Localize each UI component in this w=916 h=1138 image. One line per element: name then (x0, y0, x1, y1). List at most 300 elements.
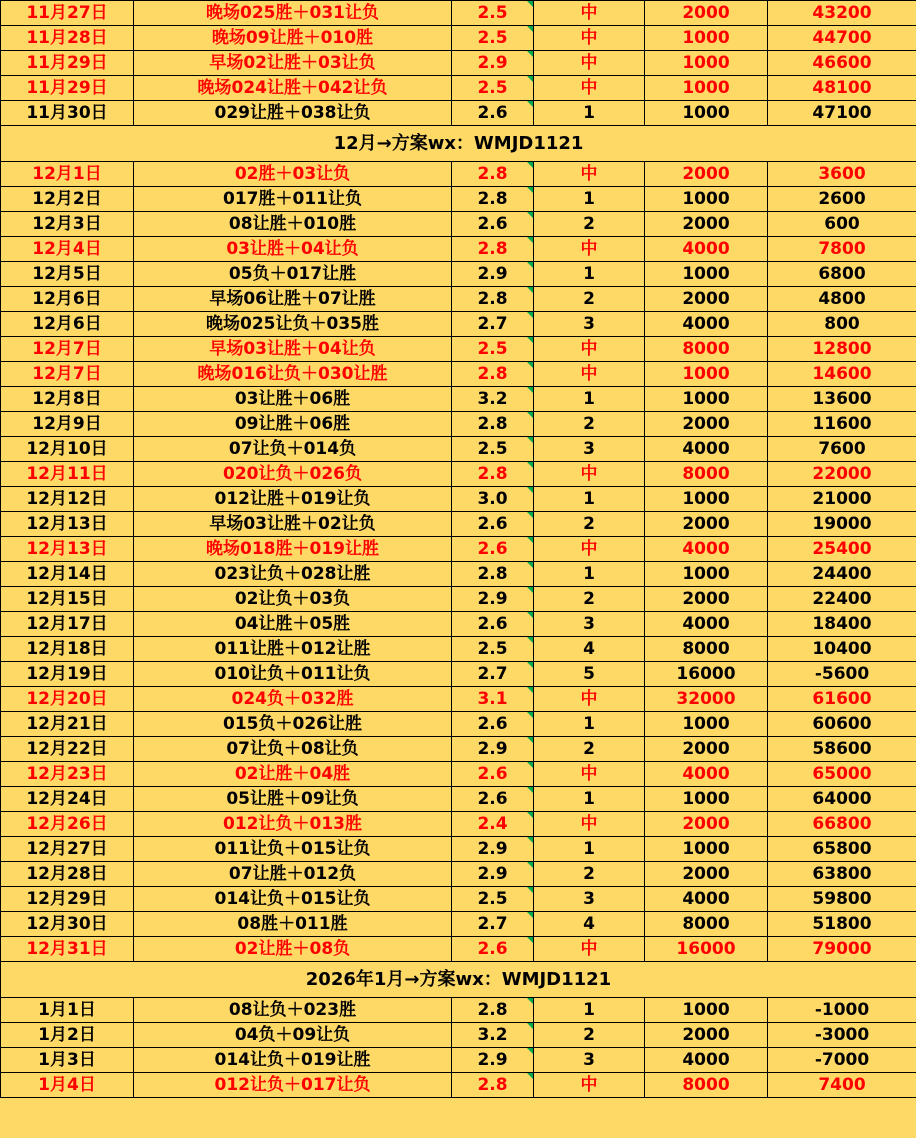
table-row (1, 762, 916, 787)
plan-cell: 早场03让胜＋02让负 (134, 512, 452, 537)
plan-cell: 08让胜＋010胜 (134, 212, 452, 237)
odds-value: 2.6 (477, 539, 508, 559)
odds-value: 2.5 (477, 439, 508, 459)
stake-cell: 1000 (645, 998, 768, 1023)
table-row (1, 26, 916, 51)
odds-cell (452, 737, 534, 762)
result-cell: 中 (534, 937, 645, 962)
odds-cell (452, 1, 534, 26)
date-cell: 11月27日 (1, 1, 134, 26)
cell-comment-marker-icon (527, 1, 533, 7)
odds-cell (452, 837, 534, 862)
stake-cell: 4000 (645, 887, 768, 912)
odds-cell (452, 312, 534, 337)
balance-cell: 10400 (768, 637, 916, 662)
cell-comment-marker-icon (527, 937, 533, 943)
table-row (1, 462, 916, 487)
plan-cell: 012让负＋017让负 (134, 1073, 452, 1098)
odds-value: 2.8 (477, 464, 508, 484)
plan-cell: 02胜＋03让负 (134, 162, 452, 187)
result-cell: 中 (534, 1, 645, 26)
table-row (1, 337, 916, 362)
date-cell: 12月18日 (1, 637, 134, 662)
odds-cell (452, 912, 534, 937)
table-row (1, 812, 916, 837)
plan-cell: 08让负＋023胜 (134, 998, 452, 1023)
cell-comment-marker-icon (527, 1073, 533, 1079)
cell-comment-marker-icon (527, 26, 533, 32)
table-row (1, 1048, 916, 1073)
odds-cell (452, 76, 534, 101)
table-row (1, 562, 916, 587)
odds-value: 2.8 (477, 189, 508, 209)
date-cell: 12月28日 (1, 862, 134, 887)
cell-comment-marker-icon (527, 612, 533, 618)
odds-cell (452, 337, 534, 362)
odds-value: 2.9 (477, 839, 508, 859)
result-cell: 5 (534, 662, 645, 687)
plan-cell: 早场03让胜＋04让负 (134, 337, 452, 362)
section-header-row (1, 126, 916, 162)
stake-cell: 2000 (645, 287, 768, 312)
table-row (1, 1, 916, 26)
odds-cell (452, 1073, 534, 1098)
balance-cell: -5600 (768, 662, 916, 687)
result-cell: 1 (534, 487, 645, 512)
table-row (1, 237, 916, 262)
plan-cell: 04负＋09让负 (134, 1023, 452, 1048)
odds-cell (452, 387, 534, 412)
odds-value: 3.1 (477, 689, 508, 709)
table-row (1, 998, 916, 1023)
date-cell: 12月31日 (1, 937, 134, 962)
cell-comment-marker-icon (527, 537, 533, 543)
result-cell: 1 (534, 712, 645, 737)
stake-cell: 1000 (645, 787, 768, 812)
result-cell: 2 (534, 412, 645, 437)
plan-cell: 晚场018胜＋019让胜 (134, 537, 452, 562)
cell-comment-marker-icon (527, 312, 533, 318)
result-cell: 3 (534, 612, 645, 637)
odds-cell (452, 51, 534, 76)
plan-cell: 02让负＋03负 (134, 587, 452, 612)
stake-cell: 1000 (645, 387, 768, 412)
odds-cell (452, 687, 534, 712)
stake-cell: 1000 (645, 101, 768, 126)
plan-cell: 011让胜＋012让胜 (134, 637, 452, 662)
result-cell: 1 (534, 562, 645, 587)
table-row (1, 637, 916, 662)
table-row (1, 76, 916, 101)
date-cell: 12月17日 (1, 612, 134, 637)
plan-cell: 09让胜＋06胜 (134, 412, 452, 437)
balance-cell: 6800 (768, 262, 916, 287)
stake-cell: 4000 (645, 312, 768, 337)
stake-cell: 1000 (645, 487, 768, 512)
odds-value: 2.9 (477, 739, 508, 759)
balance-cell: 61600 (768, 687, 916, 712)
cell-comment-marker-icon (527, 512, 533, 518)
stake-cell: 1000 (645, 262, 768, 287)
plan-cell: 012让胜＋019让负 (134, 487, 452, 512)
table-row (1, 51, 916, 76)
table-row (1, 387, 916, 412)
table-row (1, 187, 916, 212)
result-cell: 1 (534, 837, 645, 862)
cell-comment-marker-icon (527, 587, 533, 593)
date-cell: 12月5日 (1, 262, 134, 287)
odds-cell (452, 162, 534, 187)
stake-cell: 1000 (645, 76, 768, 101)
odds-cell (452, 412, 534, 437)
plan-cell: 晚场025胜＋031让负 (134, 1, 452, 26)
balance-cell: 18400 (768, 612, 916, 637)
result-cell: 中 (534, 687, 645, 712)
plan-cell: 02让胜＋08负 (134, 937, 452, 962)
date-cell: 12月6日 (1, 287, 134, 312)
odds-value: 2.7 (477, 914, 508, 934)
plan-cell: 晚场016让负＋030让胜 (134, 362, 452, 387)
stake-cell: 4000 (645, 237, 768, 262)
odds-value: 2.5 (477, 639, 508, 659)
table-row (1, 101, 916, 126)
stake-cell: 4000 (645, 537, 768, 562)
balance-cell: 58600 (768, 737, 916, 762)
balance-cell: 44700 (768, 26, 916, 51)
result-cell: 中 (534, 1073, 645, 1098)
odds-value: 2.6 (477, 514, 508, 534)
cell-comment-marker-icon (527, 287, 533, 293)
result-cell: 1 (534, 787, 645, 812)
cell-comment-marker-icon (527, 1023, 533, 1029)
balance-cell: 12800 (768, 337, 916, 362)
table-row (1, 937, 916, 962)
result-cell: 2 (534, 737, 645, 762)
plan-cell: 05让胜＋09让负 (134, 787, 452, 812)
cell-comment-marker-icon (527, 887, 533, 893)
date-cell: 12月4日 (1, 237, 134, 262)
odds-value: 2.5 (477, 28, 508, 48)
table-row (1, 437, 916, 462)
odds-cell (452, 537, 534, 562)
stake-cell: 1000 (645, 51, 768, 76)
table-row (1, 487, 916, 512)
result-cell: 中 (534, 762, 645, 787)
odds-cell (452, 362, 534, 387)
balance-cell: 800 (768, 312, 916, 337)
date-cell: 12月7日 (1, 337, 134, 362)
plan-cell: 07让负＋08让负 (134, 737, 452, 762)
table-row (1, 662, 916, 687)
cell-comment-marker-icon (527, 912, 533, 918)
date-cell: 12月21日 (1, 712, 134, 737)
cell-comment-marker-icon (527, 687, 533, 693)
date-cell: 12月11日 (1, 462, 134, 487)
cell-comment-marker-icon (527, 337, 533, 343)
balance-cell: 22400 (768, 587, 916, 612)
section-title: 2026年1月→方案wx：WMJD1121 (1, 962, 916, 998)
table-row (1, 587, 916, 612)
balance-cell: 47100 (768, 101, 916, 126)
cell-comment-marker-icon (527, 712, 533, 718)
table-row (1, 687, 916, 712)
odds-value: 2.9 (477, 264, 508, 284)
table-row (1, 837, 916, 862)
cell-comment-marker-icon (527, 362, 533, 368)
result-cell: 中 (534, 462, 645, 487)
odds-value: 2.6 (477, 714, 508, 734)
balance-cell: 7400 (768, 1073, 916, 1098)
date-cell: 12月14日 (1, 562, 134, 587)
balance-cell: 13600 (768, 387, 916, 412)
odds-cell (452, 1023, 534, 1048)
cell-comment-marker-icon (527, 101, 533, 107)
plan-cell: 07让胜＋012负 (134, 862, 452, 887)
balance-cell: 22000 (768, 462, 916, 487)
table-row (1, 412, 916, 437)
result-cell: 2 (534, 212, 645, 237)
balance-cell: 65800 (768, 837, 916, 862)
result-cell: 3 (534, 312, 645, 337)
stake-cell: 2000 (645, 812, 768, 837)
cell-comment-marker-icon (527, 737, 533, 743)
date-cell: 12月19日 (1, 662, 134, 687)
odds-value: 2.8 (477, 164, 508, 184)
odds-cell (452, 937, 534, 962)
plan-cell: 014让负＋015让负 (134, 887, 452, 912)
result-cell: 中 (534, 237, 645, 262)
balance-cell: 7600 (768, 437, 916, 462)
cell-comment-marker-icon (527, 487, 533, 493)
balance-cell: 79000 (768, 937, 916, 962)
date-cell: 12月2日 (1, 187, 134, 212)
date-cell: 12月9日 (1, 412, 134, 437)
cell-comment-marker-icon (527, 998, 533, 1004)
stake-cell: 2000 (645, 587, 768, 612)
cell-comment-marker-icon (527, 812, 533, 818)
result-cell: 中 (534, 162, 645, 187)
table-row (1, 512, 916, 537)
odds-cell (452, 512, 534, 537)
plan-cell: 07让负＋014负 (134, 437, 452, 462)
odds-value: 2.7 (477, 664, 508, 684)
plan-cell: 03让胜＋06胜 (134, 387, 452, 412)
cell-comment-marker-icon (527, 637, 533, 643)
stake-cell: 1000 (645, 362, 768, 387)
stake-cell: 1000 (645, 26, 768, 51)
stake-cell: 2000 (645, 862, 768, 887)
balance-cell: 66800 (768, 812, 916, 837)
odds-cell (452, 587, 534, 612)
stake-cell: 2000 (645, 162, 768, 187)
odds-cell (452, 26, 534, 51)
stake-cell: 8000 (645, 462, 768, 487)
cell-comment-marker-icon (527, 837, 533, 843)
table-row (1, 1073, 916, 1098)
odds-value: 2.5 (477, 3, 508, 23)
date-cell: 1月3日 (1, 1048, 134, 1073)
balance-cell: -7000 (768, 1048, 916, 1073)
odds-value: 2.8 (477, 1000, 508, 1020)
balance-cell: 59800 (768, 887, 916, 912)
plan-cell: 04让胜＋05胜 (134, 612, 452, 637)
result-cell: 2 (534, 862, 645, 887)
plan-cell: 08胜＋011胜 (134, 912, 452, 937)
cell-comment-marker-icon (527, 762, 533, 768)
plan-cell: 015负＋026让胜 (134, 712, 452, 737)
odds-cell (452, 437, 534, 462)
result-cell: 2 (534, 1023, 645, 1048)
odds-cell (452, 887, 534, 912)
plan-cell: 024负＋032胜 (134, 687, 452, 712)
stake-cell: 2000 (645, 1023, 768, 1048)
result-cell: 1 (534, 187, 645, 212)
cell-comment-marker-icon (527, 162, 533, 168)
stake-cell: 1000 (645, 837, 768, 862)
result-cell: 1 (534, 262, 645, 287)
balance-cell: 600 (768, 212, 916, 237)
balance-cell: 60600 (768, 712, 916, 737)
odds-value: 2.8 (477, 239, 508, 259)
balance-cell: 43200 (768, 1, 916, 26)
odds-cell (452, 712, 534, 737)
table-row (1, 287, 916, 312)
cell-comment-marker-icon (527, 662, 533, 668)
date-cell: 12月10日 (1, 437, 134, 462)
table-row (1, 787, 916, 812)
balance-cell: 21000 (768, 487, 916, 512)
table-row (1, 712, 916, 737)
date-cell: 12月6日 (1, 312, 134, 337)
result-cell: 中 (534, 362, 645, 387)
date-cell: 12月23日 (1, 762, 134, 787)
odds-cell (452, 812, 534, 837)
cell-comment-marker-icon (527, 76, 533, 82)
odds-value: 2.8 (477, 289, 508, 309)
result-cell: 中 (534, 337, 645, 362)
stake-cell: 1000 (645, 562, 768, 587)
stake-cell: 2000 (645, 212, 768, 237)
stake-cell: 1000 (645, 187, 768, 212)
result-cell: 1 (534, 101, 645, 126)
table-row (1, 162, 916, 187)
result-cell: 中 (534, 26, 645, 51)
cell-comment-marker-icon (527, 262, 533, 268)
odds-value: 3.0 (477, 489, 508, 509)
odds-value: 3.2 (477, 389, 508, 409)
plan-cell: 014让负＋019让胜 (134, 1048, 452, 1073)
cell-comment-marker-icon (527, 787, 533, 793)
cell-comment-marker-icon (527, 412, 533, 418)
plan-cell: 029让胜＋038让负 (134, 101, 452, 126)
odds-cell (452, 998, 534, 1023)
cell-comment-marker-icon (527, 437, 533, 443)
balance-cell: 2600 (768, 187, 916, 212)
date-cell: 12月20日 (1, 687, 134, 712)
odds-cell (452, 187, 534, 212)
cell-comment-marker-icon (527, 212, 533, 218)
date-cell: 1月1日 (1, 998, 134, 1023)
stake-cell: 8000 (645, 337, 768, 362)
stake-cell: 8000 (645, 637, 768, 662)
stake-cell: 1000 (645, 712, 768, 737)
odds-cell (452, 1048, 534, 1073)
odds-value: 2.9 (477, 864, 508, 884)
balance-cell: 19000 (768, 512, 916, 537)
odds-value: 2.4 (477, 814, 508, 834)
odds-cell (452, 287, 534, 312)
odds-value: 2.5 (477, 339, 508, 359)
table-row (1, 537, 916, 562)
stake-cell: 4000 (645, 612, 768, 637)
plan-cell: 05负＋017让胜 (134, 262, 452, 287)
table-row (1, 212, 916, 237)
date-cell: 11月28日 (1, 26, 134, 51)
table-row (1, 862, 916, 887)
plan-cell: 023让负＋028让胜 (134, 562, 452, 587)
plan-cell: 011让负＋015让负 (134, 837, 452, 862)
balance-cell: 24400 (768, 562, 916, 587)
table-row (1, 362, 916, 387)
odds-cell (452, 662, 534, 687)
date-cell: 12月1日 (1, 162, 134, 187)
odds-value: 2.8 (477, 564, 508, 584)
balance-cell: 46600 (768, 51, 916, 76)
date-cell: 12月15日 (1, 587, 134, 612)
cell-comment-marker-icon (527, 237, 533, 243)
odds-value: 2.8 (477, 364, 508, 384)
odds-cell (452, 787, 534, 812)
stake-cell: 2000 (645, 1, 768, 26)
date-cell: 12月12日 (1, 487, 134, 512)
date-cell: 12月29日 (1, 887, 134, 912)
odds-cell (452, 462, 534, 487)
odds-cell (452, 637, 534, 662)
cell-comment-marker-icon (527, 1048, 533, 1054)
odds-value: 2.9 (477, 53, 508, 73)
odds-cell (452, 612, 534, 637)
plan-cell: 晚场024让胜＋042让负 (134, 76, 452, 101)
odds-cell (452, 487, 534, 512)
section-header-row (1, 962, 916, 998)
stake-cell: 2000 (645, 412, 768, 437)
cell-comment-marker-icon (527, 862, 533, 868)
odds-value: 2.8 (477, 414, 508, 434)
result-cell: 中 (534, 537, 645, 562)
result-cell: 1 (534, 998, 645, 1023)
table-row (1, 312, 916, 337)
odds-cell (452, 562, 534, 587)
date-cell: 12月22日 (1, 737, 134, 762)
plan-cell: 012让负＋013胜 (134, 812, 452, 837)
date-cell: 11月30日 (1, 101, 134, 126)
result-cell: 3 (534, 1048, 645, 1073)
table-row (1, 737, 916, 762)
plan-cell: 03让胜＋04让负 (134, 237, 452, 262)
balance-cell: 14600 (768, 362, 916, 387)
table-row (1, 887, 916, 912)
date-cell: 12月7日 (1, 362, 134, 387)
result-cell: 4 (534, 637, 645, 662)
plan-cell: 017胜＋011让负 (134, 187, 452, 212)
table-row (1, 912, 916, 937)
odds-value: 2.9 (477, 589, 508, 609)
balance-cell: 63800 (768, 862, 916, 887)
balance-cell: 25400 (768, 537, 916, 562)
section-title: 12月→方案wx：WMJD1121 (1, 126, 916, 162)
balance-cell: -3000 (768, 1023, 916, 1048)
plan-cell: 早场06让胜＋07让胜 (134, 287, 452, 312)
